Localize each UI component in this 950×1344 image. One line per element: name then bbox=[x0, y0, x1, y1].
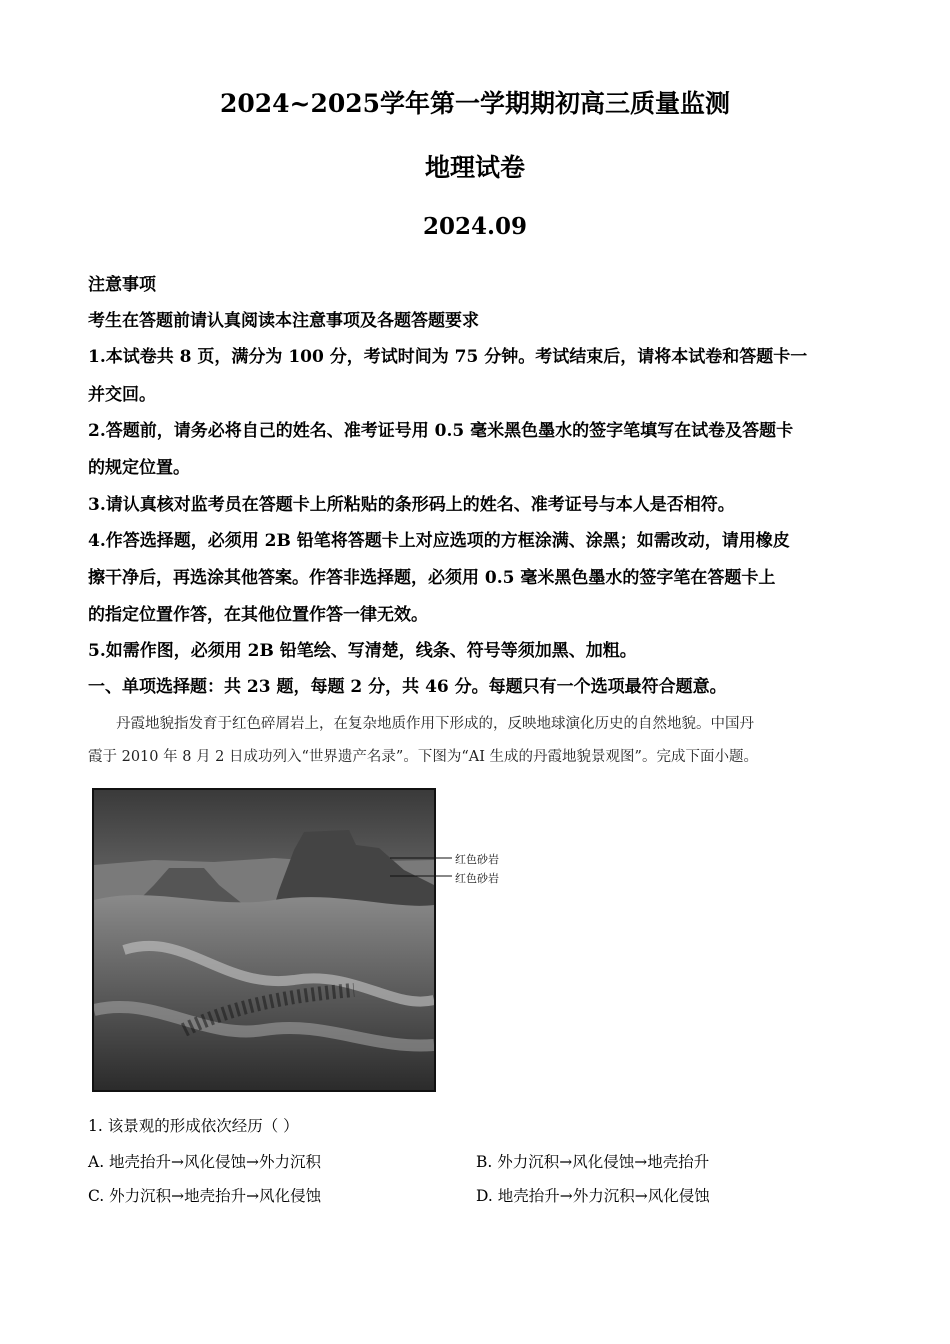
option-b[interactable]: B. 外力沉积→风化侵蚀→地壳抬升 bbox=[476, 1153, 710, 1171]
note-line-4: 4.作答选择题，必须用 2B 铅笔将答题卡上对应选项的方框涂满、涂黑；如需改动，请用橡皮 bbox=[88, 531, 790, 551]
option-c[interactable]: C. 外力沉积→地壳抬升→风化侵蚀 bbox=[88, 1187, 322, 1205]
passage-line-2: 霞于 2010 年 8 月 2 日成功列入“世界遗产名录”。下图为“AI 生成的丹霞地貌景观图”。完成下面小题。 bbox=[88, 749, 758, 765]
note-line-1b: 并交回。 bbox=[88, 385, 156, 405]
subject-title: 地理试卷 bbox=[424, 153, 525, 182]
figure-label-red-sandstone-2: 红色砂岩 bbox=[455, 872, 499, 885]
note-line-1: 1.本试卷共 8 页，满分为 100 分，考试时间为 75 分钟。考试结束后，请将本试卷和答题卡一 bbox=[88, 347, 808, 367]
notes-heading: 注意事项 bbox=[88, 275, 156, 295]
note-line-5: 5.如需作图，必须用 2B 铅笔绘、写清楚，线条、符号等须加黑、加粗。 bbox=[88, 641, 637, 661]
figure-leader-lines bbox=[390, 852, 455, 882]
question-1-stem: 1. 该景观的形成依次经历（ ） bbox=[88, 1117, 299, 1135]
notes-intro: 考生在答题前请认真阅读本注意事项及各题答题要求 bbox=[88, 311, 479, 331]
exam-date: 2024.09 bbox=[422, 213, 528, 240]
danxia-landscape-figure bbox=[92, 788, 436, 1092]
option-a[interactable]: A. 地壳抬升→风化侵蚀→外力沉积 bbox=[88, 1153, 322, 1171]
note-line-4b: 擦干净后，再选涂其他答案。作答非选择题，必须用 0.5 毫米黑色墨水的签字笔在答题卡上 bbox=[88, 568, 776, 588]
section-heading: 一、单项选择题：共 23 题，每题 2 分，共 46 分。每题只有一个选项最符合题意。 bbox=[88, 677, 727, 697]
option-d[interactable]: D. 地壳抬升→外力沉积→风化侵蚀 bbox=[476, 1187, 710, 1205]
figure-label-red-sandstone-1: 红色砂岩 bbox=[455, 853, 499, 866]
note-line-2b: 的规定位置。 bbox=[88, 458, 190, 478]
note-line-3: 3.请认真核对监考员在答题卡上所粘贴的条形码上的姓名、准考证号与本人是否相符。 bbox=[88, 495, 735, 515]
passage-line-1: 丹霞地貌指发育于红色碎屑岩上，在复杂地质作用下形成的，反映地球演化历史的自然地貌。中国丹 bbox=[116, 716, 754, 732]
exam-title: 2024~2025学年第一学期期初高三质量监测 bbox=[219, 89, 731, 118]
note-line-4c: 的指定位置作答，在其他位置作答一律无效。 bbox=[88, 605, 428, 625]
note-line-2: 2.答题前，请务必将自己的姓名、准考证号用 0.5 毫米黑色墨水的签字笔填写在试卷及答题卡 bbox=[88, 421, 794, 441]
